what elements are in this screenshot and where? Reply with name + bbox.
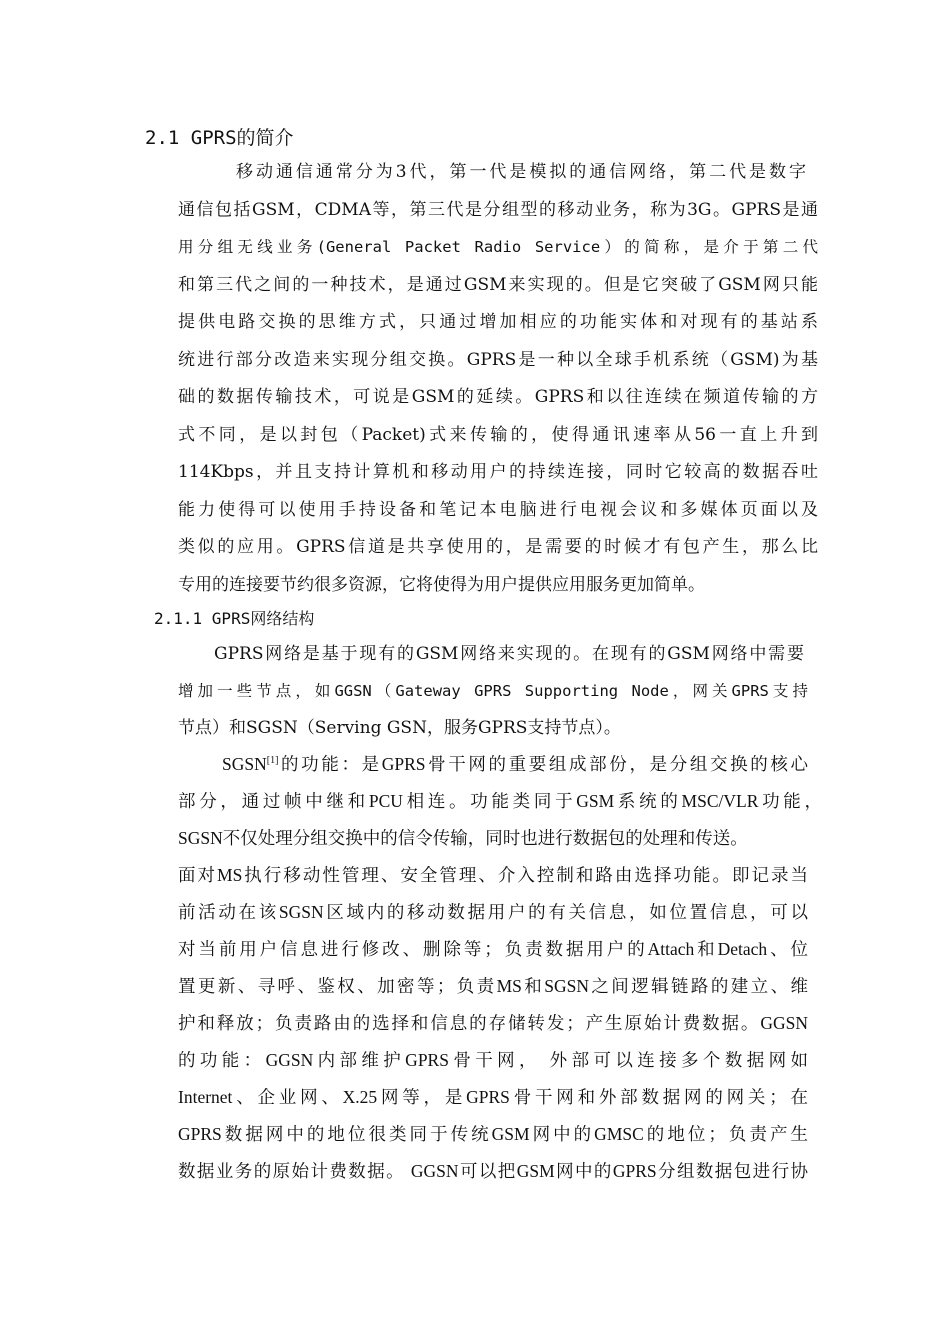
paragraph-line: 护和释放；负责路由的选择和信息的存储转发；产生原始计费数据。GGSN bbox=[178, 1013, 808, 1033]
paragraph-line: 置更新、寻呼、鉴权、加密等；负责MS和SGSN之间逻辑链路的建立、维 bbox=[178, 976, 808, 996]
paragraph-line: 数据业务的原始计费数据。 GGSN可以把GSM网中的GPRS分组数据包进行协 bbox=[178, 1161, 808, 1181]
paragraph-line: 类似的应用。GPRS信道是共享使用的，是需要的时候才有包产生，那么比 bbox=[178, 537, 818, 557]
paragraph-line bbox=[222, 750, 808, 778]
paragraph-line: 增加一些节点，如GGSN（Gateway GPRS Supporting Node，网关GPRS支持 bbox=[178, 682, 808, 700]
paragraph-line: 和第三代之间的一种技术，是通过GSM来实现的。但是它突破了GSM网只能 bbox=[178, 275, 818, 295]
paragraph-line: 对当前用户信息进行修改、删除等；负责数据用户的Attach和Detach、位 bbox=[178, 939, 808, 959]
paragraph-line: 前活动在该SGSN区域内的移动数据用户的有关信息，如位置信息，可以 bbox=[178, 902, 808, 922]
paragraph-line: 专用的连接要节约很多资源，它将使得为用户提供应用服务更加简单。 bbox=[178, 575, 705, 595]
paragraph-line: 节点）和SGSN（Serving GSN，服务GPRS支持节点）。 bbox=[178, 718, 621, 738]
paragraph-line: GPRS数据网中的地位很类同于传统GSM网中的GMSC的地位；负责产生 bbox=[178, 1124, 808, 1144]
sgsn-description: 的功能：是GPRS骨干网的重要组成部份，是分组交换的核心 bbox=[278, 754, 808, 774]
paragraph-line: 面对MS执行移动性管理、安全管理、介入控制和路由选择功能。即记录当 bbox=[178, 865, 808, 885]
paragraph-line: 通信包括GSM，CDMA等，第三代是分组型的移动业务，称为3G。GPRS是通 bbox=[178, 200, 818, 220]
paragraph-line: GPRS网络是基于现有的GSM网络来实现的。在现有的GSM网络中需要 bbox=[214, 644, 804, 664]
paragraph-line: Internet、企业网、X.25网等，是GPRS骨干网和外部数据网的网关；在 bbox=[178, 1087, 808, 1107]
paragraph-line: 提供电路交换的思维方式，只通过增加相应的功能实体和对现有的基站系 bbox=[178, 312, 818, 332]
citation-ref[interactable]: [1] bbox=[266, 755, 279, 767]
paragraph-line: 能力使得可以使用手持设备和笔记本电脑进行电视会议和多媒体页面以及 bbox=[178, 500, 818, 520]
paragraph-line: SGSN不仅处理分组交换中的信令传输，同时也进行数据包的处理和传送。 bbox=[178, 828, 748, 848]
section-heading-2-1-1: 2.1.1 GPRS网络结构 bbox=[154, 609, 315, 628]
paragraph-line: 114Kbps，并且支持计算机和移动用户的持续连接，同时它较高的数据吞吐 bbox=[178, 462, 818, 482]
sgsn-term: SGSN bbox=[222, 754, 267, 774]
paragraph-line: 用分组无线业务(General Packet Radio Service）的简称，是介于第二代 bbox=[178, 238, 818, 256]
paragraph-line: 统进行部分改造来实现分组交换。GPRS是一种以全球手机系统（GSM)为基 bbox=[178, 350, 818, 370]
paragraph-line: 移动通信通常分为3代，第一代是模拟的通信网络，第二代是数字 bbox=[236, 162, 806, 182]
section-heading-2-1: 2.1 GPRS的简介 bbox=[145, 127, 294, 149]
paragraph-line: 的功能：GGSN内部维护GPRS骨干网， 外部可以连接多个数据网如 bbox=[178, 1050, 808, 1070]
paragraph-line: 础的数据传输技术，可说是GSM的延续。GPRS和以往连续在频道传输的方 bbox=[178, 387, 818, 407]
paragraph-line: 部分，通过帧中继和PCU相连。功能类同于GSM系统的MSC/VLR功能， bbox=[178, 791, 822, 811]
paragraph-line: 式不同，是以封包（Packet)式来传输的，使得通讯速率从56一直上升到 bbox=[178, 425, 818, 445]
